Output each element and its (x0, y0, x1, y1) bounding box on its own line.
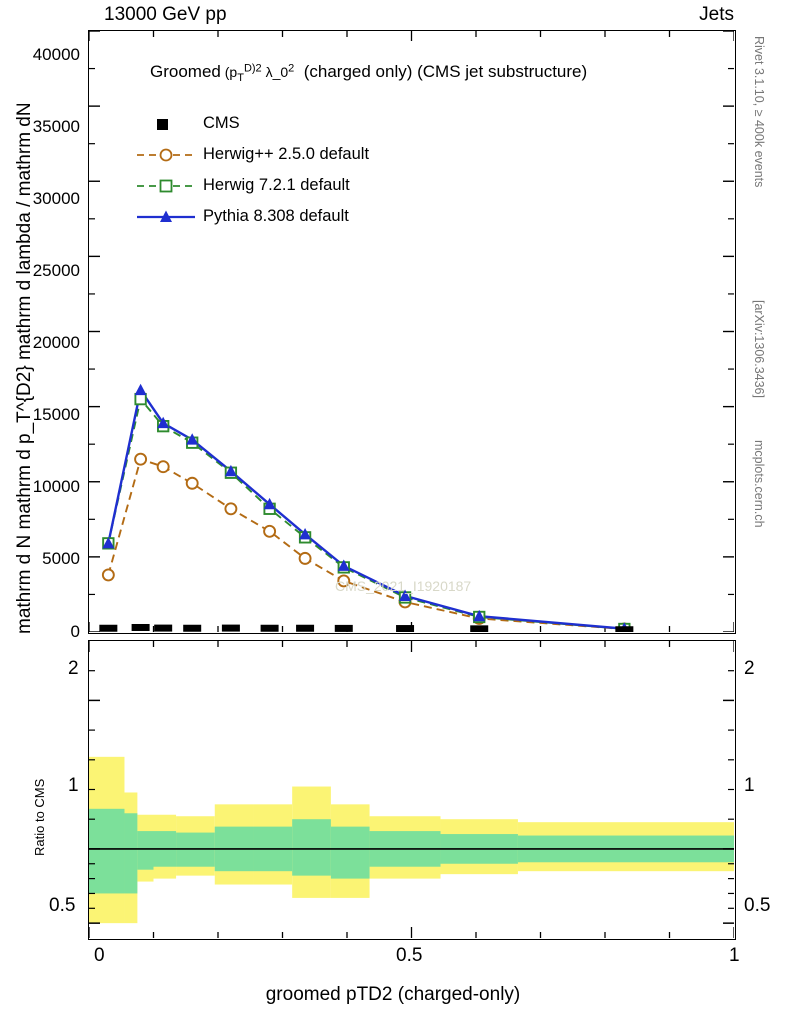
legend-label-0: CMS (203, 114, 240, 132)
ratio-ytick-right-2: 2 (744, 658, 755, 679)
ratio-ytick-right-0.5: 0.5 (744, 895, 771, 916)
main-y-axis-label: mathrm d N mathrm d p_T^{D2} mathrm d lambda / mathrm dN (14, 102, 35, 634)
header-right-analysis-label: Jets (699, 4, 734, 25)
main-ytick-0: 0 (70, 622, 80, 641)
plot-title: Groomed ($p_T^{D)2}$ $\lambda\_0^2$ (charged only) (CMS jet substructure) (150, 62, 588, 84)
main-ytick-40000: 40000 (32, 45, 80, 64)
side-label-arxiv: [arXiv:1306.3436] (752, 300, 766, 398)
xtick-1: 1 (729, 945, 740, 966)
legend-marker-square-filled-icon (135, 114, 197, 134)
legend-label-2: Herwig 7.2.1 default (203, 176, 350, 194)
legend-marker-triangle-filled-icon (135, 207, 197, 227)
ratio-plot-canvas (89, 641, 734, 938)
ratio-y-axis-label: Ratio to CMS (32, 778, 47, 856)
x-axis-label: groomed pTD2 (charged-only) (265, 984, 521, 1005)
legend-item-cms[interactable] (135, 108, 465, 139)
ratio-ytick-left-0.5: 0.5 (49, 895, 76, 916)
legend (135, 108, 465, 232)
legend-marker-circle-open-icon (135, 145, 197, 165)
plot-title-lambda: λ_0 (265, 64, 289, 80)
legend-marker-square-open-icon (135, 176, 197, 196)
plot-title-prefix: Groomed (150, 62, 221, 81)
main-ytick-20000: 20000 (32, 333, 80, 352)
ratio-ytick-right-1: 1 (744, 775, 755, 796)
ratio-ytick-left-1: 1 (68, 775, 79, 796)
xtick-0.5: 0.5 (396, 945, 423, 966)
header-left-beam-label: 13000 GeV pp (104, 4, 227, 25)
watermark-analysis-id: CMS_2021_I1920187 (335, 578, 472, 594)
legend-item-herwig7[interactable] (135, 170, 465, 201)
plot-title-lambda-sup: 2 (288, 62, 295, 75)
plot-title-suffix: (charged only) (CMS jet substructure) (303, 62, 588, 81)
plot-title-sub: T (237, 71, 244, 84)
ratio-plot-frame (88, 640, 736, 940)
legend-item-herwigpp[interactable] (135, 139, 465, 170)
main-ytick-10000: 10000 (32, 477, 80, 496)
side-label-mcplots: mcplots.cern.ch (752, 440, 766, 528)
legend-label-1: Herwig++ 2.5.0 default (203, 145, 370, 163)
ratio-ytick-left-2: 2 (68, 658, 79, 679)
main-ytick-25000: 25000 (32, 261, 80, 280)
side-label-rivet: Rivet 3.1.10, ≥ 400k events (752, 36, 766, 188)
legend-item-pythia[interactable] (135, 201, 465, 232)
main-ytick-5000: 5000 (42, 549, 80, 568)
legend-label-3: Pythia 8.308 default (203, 207, 349, 225)
xtick-0: 0 (94, 945, 105, 966)
main-ytick-15000: 15000 (32, 405, 80, 424)
main-ytick-30000: 30000 (32, 189, 80, 208)
main-ytick-35000: 35000 (32, 117, 80, 136)
